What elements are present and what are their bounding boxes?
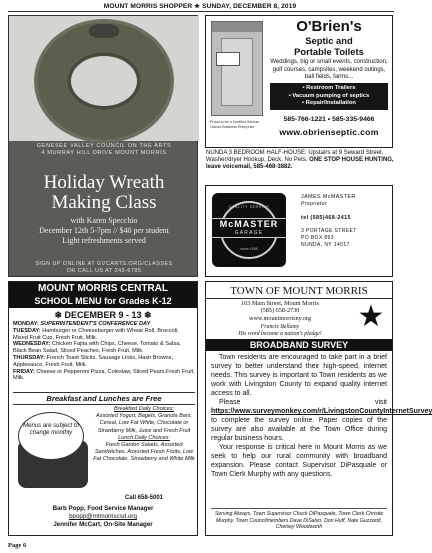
bellamy-name: Francis Bellamy bbox=[260, 324, 300, 330]
holiday-title bbox=[9, 173, 199, 213]
council-name: GENESEE VALLEY COUNCIL ON THE ARTS bbox=[36, 143, 172, 149]
obrien-title: O'Brien's bbox=[296, 18, 362, 35]
town-of-mount-morris bbox=[205, 281, 432, 536]
logo-name: McMASTER bbox=[219, 219, 279, 229]
day-item: SUPERINTENDENT'S CONFERENCE DAY bbox=[40, 321, 151, 327]
mcmaster-contact bbox=[301, 194, 389, 249]
survey-visit-rest: to complete the survey online. Paper copies of the survey are also available at the Town Office during regular business hours. bbox=[211, 417, 387, 442]
obrien-septic-ad bbox=[205, 15, 393, 148]
toilet-sign bbox=[216, 52, 240, 66]
broadband-survey-header: BROADBAND SURVEY bbox=[206, 339, 392, 351]
mcmaster-phone: tel (585)468-2415 bbox=[301, 215, 351, 221]
obrien-website[interactable]: www.obrienseptic.com bbox=[279, 127, 379, 137]
bellamy-tagline: His word became a nation's pledge! bbox=[238, 331, 322, 337]
logo-since: since 1958 bbox=[240, 247, 258, 251]
obrien-description: Weddings, big or small events, construction, golf courses, campsites, weekend outings, ball fields, farms... bbox=[270, 59, 388, 81]
owner-name: JAMES McMASTER bbox=[301, 194, 356, 200]
survey-url[interactable]: https://www.surveymonkey.com/r/LivingstonCountyInternetSurvey bbox=[211, 408, 432, 415]
nunda-text: NUNDA 3 BEDROOM HALF-HOUSE: Upstairs at 9 Seward Street, Washer/dryer Hookup, Deck, No Pets. bbox=[206, 150, 384, 164]
mcmaster-address bbox=[301, 228, 389, 249]
bow-icon bbox=[89, 24, 119, 38]
day-item: Hamburger or Cheeseburger with Wheat Roll, Broccoli, Mixed Fruit Cup, Fresh Fruit, Milk. bbox=[13, 327, 179, 341]
day-item: French Toast Sticks, Sausage Links, Hash Browns, Applesauce, Fresh Fruit, Milk. bbox=[13, 354, 174, 368]
town-officials: Serving Always, Town Supervisor Chuck DiPasquale, Town Clerk Christie Murphy, Town Councilmembers Dave DiSalvo, Don Huff, Nate Guzzardi, Chelsey Woodworth bbox=[211, 508, 387, 531]
refreshments: Light refreshments served bbox=[62, 236, 146, 245]
menu-day bbox=[13, 321, 195, 328]
header-divider bbox=[8, 11, 394, 12]
town-address bbox=[210, 300, 350, 322]
obrien-subtitle bbox=[268, 36, 390, 57]
town-title: TOWN OF MOUNT MORRIS bbox=[206, 285, 392, 299]
nunda-contact: ONE STOP HOUSE HUNTING, leave voicemail, 585-468-3882. bbox=[206, 157, 394, 171]
day-item: Chicken Fajita with Chips, Cheese, Tomato & Salsa, Black Bean Salad, Sliced Peaches, Fresh Fruit, Milk. bbox=[13, 341, 181, 355]
council-address: 4 MURRAY HILL DRIVE MOUNT MORRIS bbox=[41, 150, 167, 156]
toilet-roof bbox=[212, 22, 262, 32]
free-meals-banner: Breakfast and Lunches are Free bbox=[13, 392, 195, 405]
holiday-details bbox=[9, 216, 199, 246]
menu-day bbox=[13, 341, 195, 355]
instructor: with Karen Specchio bbox=[70, 216, 138, 225]
obrien-services bbox=[270, 83, 388, 110]
owner-role: Proprietor bbox=[301, 201, 327, 207]
signup-phone: OR CALL US AT 243-6785 bbox=[66, 268, 142, 274]
day-label: TUESDAY: bbox=[13, 327, 41, 334]
town-street: 103 Main Street, Mount Morris bbox=[241, 300, 319, 307]
school-phone: Call 658-5001 bbox=[124, 495, 164, 501]
wreath-photo bbox=[9, 16, 199, 141]
class-time-price: December 12th 5-7pm // $40 per student bbox=[39, 226, 169, 235]
day-label: MONDAY: bbox=[13, 321, 39, 327]
signup-online: SIGN UP ONLINE AT GVCARTS.ORG/CLASSES bbox=[35, 261, 173, 267]
arts-council-line bbox=[9, 143, 199, 157]
menu-day bbox=[13, 369, 195, 383]
day-label: THURSDAY: bbox=[13, 354, 46, 361]
menu-list bbox=[13, 321, 195, 382]
address-line: 3 PORTAGE STREET bbox=[301, 228, 357, 234]
breakfast-choices-title: Breakfast Daily Choices: bbox=[114, 406, 174, 412]
service-item: • Restroom Trailers bbox=[302, 85, 356, 91]
menu-day bbox=[13, 355, 195, 369]
lunch-tray-icon bbox=[14, 410, 92, 492]
food-service-manager: Barb Popp, Food Service Manager bbox=[52, 505, 154, 512]
school-staff bbox=[9, 505, 197, 528]
francis-bellamy bbox=[210, 324, 350, 338]
portable-toilet-icon bbox=[211, 21, 263, 116]
manager-email[interactable]: bpopp@mtmorriscsd.org bbox=[69, 512, 137, 520]
address-line: NUNDA, NY 14517 bbox=[301, 242, 350, 248]
service-item: • Repair/Installation bbox=[302, 100, 356, 107]
school-subtitle: SCHOOL MENU for Grades K-12 bbox=[34, 296, 172, 306]
menu-change-note: Menus are subject to change monthly bbox=[18, 412, 84, 460]
survey-paragraph bbox=[211, 398, 432, 443]
page-number: Page 6 bbox=[8, 542, 27, 549]
school-menu bbox=[8, 281, 198, 536]
menu-day bbox=[13, 328, 195, 342]
wbe-badge: Proud to be a Certified Woman Owned Business Enterprise bbox=[210, 120, 260, 129]
onsite-manager: Jennifer McCart, On-Site Manager bbox=[53, 520, 153, 528]
mcmaster-garage-ad bbox=[205, 185, 393, 277]
holiday-title-line1: Holiday Wreath bbox=[43, 172, 165, 193]
school-title: MOUNT MORRIS CENTRAL bbox=[38, 283, 168, 294]
survey-paragraph: Town residents are encouraged to take part in a brief survey to better understand their high-speed, internet needs. This survey is important to Town residents as we work with Livingston County to expand quality internet access to all. bbox=[211, 354, 387, 397]
nunda-classified bbox=[206, 150, 394, 172]
menu-week: ❄ DECEMBER 9 - 13 ❄ bbox=[54, 310, 152, 320]
mcmaster-logo bbox=[212, 193, 286, 267]
signup-info bbox=[9, 261, 199, 275]
obrien-sub2: Portable Toilets bbox=[294, 45, 364, 57]
holiday-wreath-ad bbox=[8, 15, 198, 277]
day-item: Cheese or Pepperoni Pizza, Coleslaw, Sliced Pears,Fresh Fruit, Milk. bbox=[13, 368, 195, 382]
wreath-icon bbox=[37, 22, 171, 140]
obrien-phones: 585-766-1221 • 585-335-9466 bbox=[283, 116, 375, 123]
logo-garage: GARAGE bbox=[234, 230, 264, 236]
daily-choices bbox=[93, 406, 195, 464]
page-header: MOUNT MORRIS SHOPPER ★ SUNDAY, DECEMBER 8, 2019 bbox=[103, 3, 297, 10]
address-line: PO BOX 893 bbox=[301, 235, 334, 241]
holiday-title-line2: Making Class bbox=[51, 192, 157, 213]
day-label: FRIDAY: bbox=[13, 368, 35, 375]
toilet-door bbox=[221, 38, 253, 106]
town-phone: (585) 658-2730 bbox=[260, 307, 300, 315]
town-website[interactable]: www.mountmorrisny.org bbox=[249, 314, 311, 322]
obrien-sub1: Septic and bbox=[305, 35, 353, 46]
lunch-choices: Fresh Garden Salads, Assorted Sandwiches, Assorted Fresh Fruits, Low Fat Chocolate, Strawberry and White Milk bbox=[93, 442, 195, 463]
school-menu-header bbox=[9, 282, 197, 308]
survey-paragraph: Your response is critical here in Mount Morris as we seek to help our rural community with broadband expansion. Please contact Supervisor DiPasquale or Town Clerk Murphy with any questions. bbox=[211, 444, 387, 478]
star-icon: ★ bbox=[357, 300, 385, 333]
day-label: WEDNESDAY: bbox=[13, 341, 51, 348]
logo-quality: QUALITY SERVICE bbox=[228, 205, 270, 209]
broadband-survey-body bbox=[211, 353, 432, 479]
lunch-choices-title: Lunch Daily Choices: bbox=[118, 434, 170, 441]
survey-visit: Please visit bbox=[219, 399, 387, 406]
breakfast-choices: Assorted Yogurt, Bagels, Granola Bars, Cereal, Low Fat White, Chocolate or Strawberry Milk, Juice and Fresh Fruit bbox=[96, 413, 192, 434]
service-item: • Vacuum pumping of septics bbox=[288, 92, 370, 99]
